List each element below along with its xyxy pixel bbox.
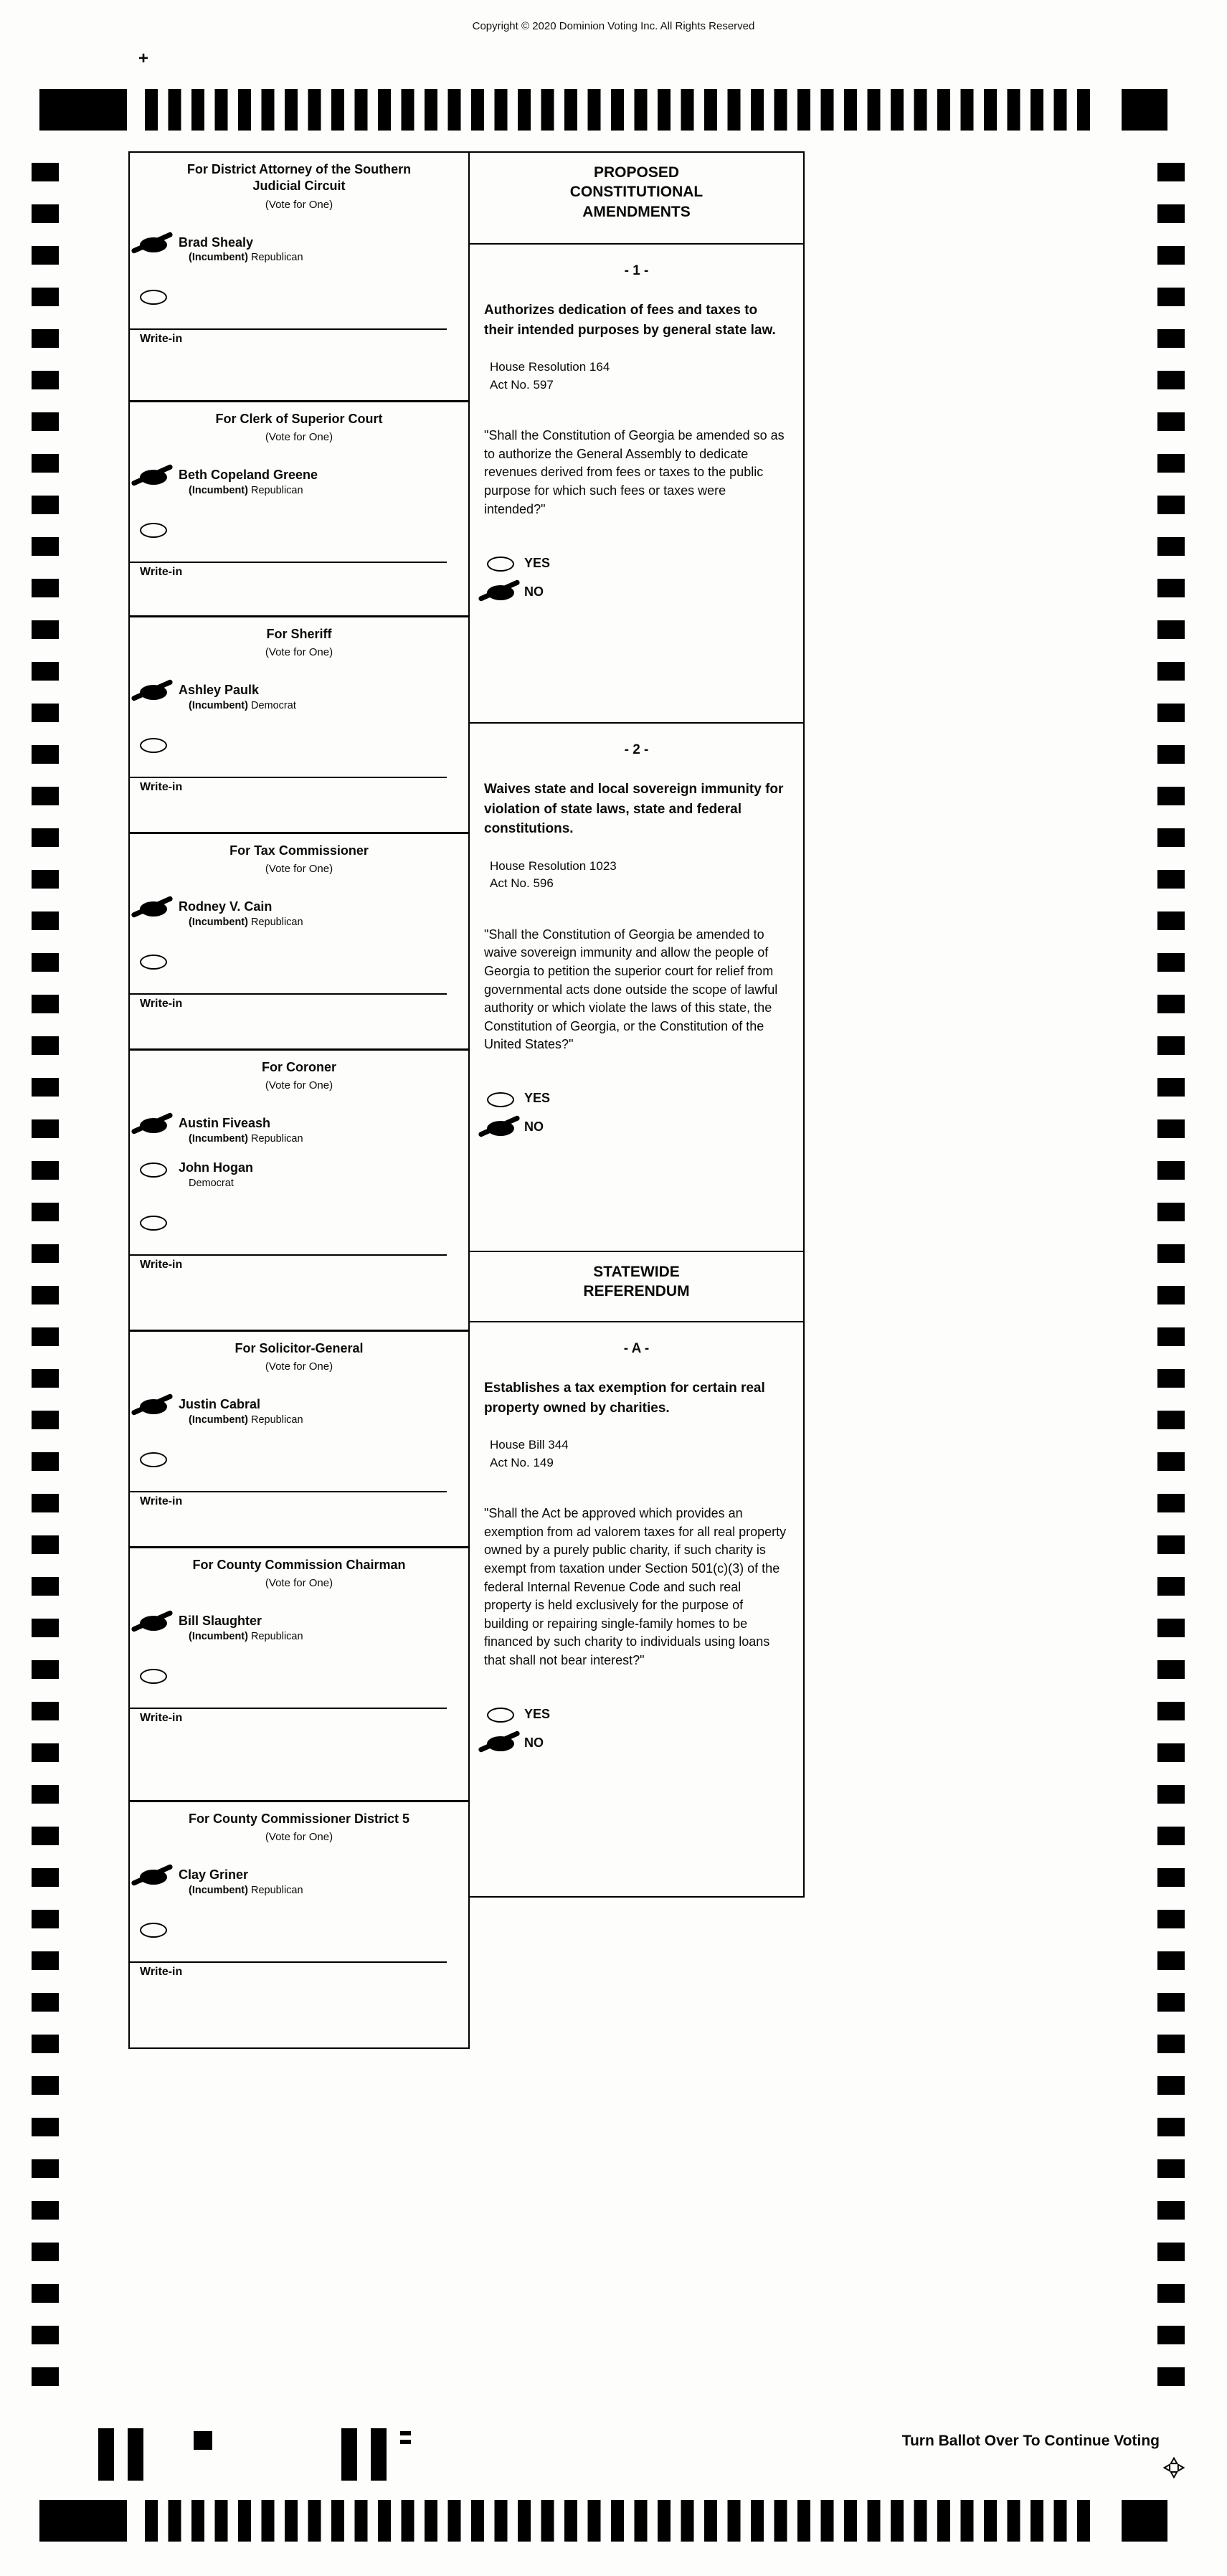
timing-marks-bottom bbox=[39, 2500, 1169, 2542]
referendum-header bbox=[470, 1252, 803, 1322]
vote-for-instruction: (Vote for One) bbox=[265, 1831, 333, 1844]
timing-block-icon bbox=[1122, 89, 1167, 131]
ballot-id-mark bbox=[400, 2440, 411, 2444]
write-in-label: Write-in bbox=[140, 1711, 183, 1724]
write-in-oval-row bbox=[130, 1196, 468, 1247]
contest-clerk-superior-court bbox=[130, 402, 468, 617]
candidate-row bbox=[130, 1388, 468, 1433]
write-in-oval[interactable] bbox=[140, 955, 167, 970]
yes-choice-row bbox=[484, 549, 789, 577]
candidate-info bbox=[179, 1160, 253, 1189]
registration-plus-mark: + bbox=[138, 49, 149, 68]
no-label: NO bbox=[524, 1119, 544, 1135]
measure-amendment-1 bbox=[470, 245, 803, 724]
write-in-area bbox=[130, 328, 468, 353]
candidate-detail bbox=[189, 700, 296, 711]
party-label: Republican bbox=[251, 1884, 303, 1896]
incumbent-label: (Incumbent) bbox=[189, 1630, 248, 1642]
turn-ballot-over-text: Turn Ballot Over To Continue Voting bbox=[901, 2433, 1160, 2449]
incumbent-label: (Incumbent) bbox=[189, 916, 248, 928]
measure-question: "Shall the Act be approved which provides an exemption from ad valorem taxes for all real property owned by a purely public charity, if such charity is exempt from taxation under Section 501(c)(3) of the federal Internal Revenue Code and such real property is held exclusively for the purpose of building or repairing single-family homes to be financed by such charity to individuals using loans that shall not bear interest?" bbox=[484, 1506, 787, 1667]
candidate-row bbox=[130, 891, 468, 935]
yes-oval[interactable] bbox=[487, 557, 514, 572]
vote-for-instruction: (Vote for One) bbox=[265, 863, 333, 876]
write-in-area bbox=[130, 1254, 468, 1279]
candidate-row bbox=[130, 1152, 468, 1196]
write-in-oval-row bbox=[130, 1649, 468, 1700]
ballot-id-mark bbox=[194, 2431, 212, 2450]
write-in-oval-row bbox=[130, 1903, 468, 1954]
timing-block-icon bbox=[1122, 2500, 1167, 2542]
vote-for-instruction: (Vote for One) bbox=[265, 646, 333, 659]
yes-choice-row bbox=[484, 1700, 789, 1728]
incumbent-label: (Incumbent) bbox=[189, 1414, 248, 1426]
measure-summary: Authorizes dedication of fees and taxes to their intended purposes by general state law. bbox=[484, 303, 776, 338]
write-in-area bbox=[130, 1961, 468, 1986]
write-in-label: Write-in bbox=[140, 565, 183, 578]
candidate-name: Rodney V. Cain bbox=[179, 899, 273, 914]
vote-for-instruction: (Vote for One) bbox=[265, 1577, 333, 1590]
citation-line: House Resolution 1023 bbox=[490, 858, 617, 873]
amendments-header-text: PROPOSED CONSTITUTIONAL AMENDMENTS bbox=[569, 164, 703, 220]
contest-tax-commissioner bbox=[130, 834, 468, 1051]
write-in-oval[interactable] bbox=[140, 523, 167, 538]
vote-oval[interactable] bbox=[140, 1870, 167, 1885]
candidate-detail bbox=[189, 252, 303, 263]
vote-oval[interactable] bbox=[140, 901, 167, 917]
measure-citation bbox=[490, 1436, 789, 1472]
contest-title: For Sheriff bbox=[266, 627, 332, 641]
party-label: Republican bbox=[251, 252, 303, 264]
vote-oval[interactable] bbox=[140, 1162, 167, 1178]
incumbent-label: (Incumbent) bbox=[189, 484, 248, 496]
vote-for-instruction: (Vote for One) bbox=[265, 1360, 333, 1373]
yes-choice-row bbox=[484, 1084, 789, 1113]
timing-bars-icon bbox=[145, 2500, 1100, 2542]
party-label: Republican bbox=[251, 484, 303, 496]
write-in-oval[interactable] bbox=[140, 1452, 167, 1467]
candidate-info bbox=[179, 235, 303, 264]
ballot-id-mark bbox=[400, 2431, 411, 2435]
write-in-label: Write-in bbox=[140, 1495, 183, 1507]
write-in-area bbox=[130, 777, 468, 801]
contest-county-commission-chairman bbox=[130, 1548, 468, 1802]
no-oval[interactable] bbox=[487, 1121, 514, 1136]
measure-referendum-a bbox=[470, 1322, 803, 1896]
vote-oval[interactable] bbox=[140, 1399, 167, 1414]
write-in-oval-row bbox=[130, 1433, 468, 1484]
yes-label: YES bbox=[524, 555, 551, 570]
candidate-name: Clay Griner bbox=[179, 1867, 249, 1883]
no-oval[interactable] bbox=[487, 585, 514, 600]
candidate-info bbox=[179, 1867, 303, 1896]
measure-amendment-2 bbox=[470, 724, 803, 1252]
party-label: Democrat bbox=[189, 1177, 234, 1189]
contest-title: For Tax Commissioner bbox=[229, 843, 369, 858]
candidate-detail bbox=[189, 1133, 303, 1145]
no-choice-row bbox=[484, 1728, 789, 1757]
timing-block-icon bbox=[39, 2500, 127, 2542]
write-in-oval[interactable] bbox=[140, 1923, 167, 1938]
vote-oval[interactable] bbox=[140, 685, 167, 700]
write-in-oval[interactable] bbox=[140, 290, 167, 305]
write-in-oval-row bbox=[130, 719, 468, 770]
vote-oval[interactable] bbox=[140, 470, 167, 485]
candidate-info bbox=[179, 899, 303, 928]
contest-coroner bbox=[130, 1051, 468, 1332]
yes-label: YES bbox=[524, 1091, 551, 1106]
contest-title: For Solicitor-General bbox=[234, 1341, 364, 1355]
timing-bars-icon bbox=[145, 89, 1100, 131]
yes-label: YES bbox=[524, 1706, 551, 1721]
candidate-detail bbox=[189, 917, 303, 928]
incumbent-label: (Incumbent) bbox=[189, 252, 248, 264]
timing-marks-top bbox=[39, 89, 1169, 131]
measures-column bbox=[468, 151, 805, 1898]
citation-line: House Resolution 164 bbox=[490, 360, 610, 374]
write-in-oval-row bbox=[130, 935, 468, 986]
write-in-area bbox=[130, 1708, 468, 1732]
citation-line: Act No. 596 bbox=[490, 876, 554, 891]
vote-oval[interactable] bbox=[140, 237, 167, 252]
party-label: Republican bbox=[251, 916, 303, 928]
write-in-area bbox=[130, 993, 468, 1018]
yes-oval[interactable] bbox=[487, 1708, 514, 1723]
contest-title: For County Commission Chairman bbox=[192, 1558, 406, 1572]
ballot-id-mark bbox=[98, 2428, 114, 2481]
incumbent-label: (Incumbent) bbox=[189, 1884, 248, 1896]
candidate-detail bbox=[189, 485, 318, 496]
no-label: NO bbox=[524, 584, 544, 599]
ballot-id-mark bbox=[341, 2428, 357, 2481]
candidate-row bbox=[130, 227, 468, 271]
citation-line: Act No. 149 bbox=[490, 1455, 554, 1469]
candidate-row bbox=[130, 459, 468, 503]
measure-citation bbox=[490, 858, 789, 893]
write-in-oval[interactable] bbox=[140, 738, 167, 753]
yes-oval[interactable] bbox=[487, 1092, 514, 1107]
incumbent-label: (Incumbent) bbox=[189, 699, 248, 711]
no-choice-row bbox=[484, 1113, 789, 1142]
party-label: Republican bbox=[251, 1414, 303, 1426]
measure-summary: Establishes a tax exemption for certain real property owned by charities. bbox=[484, 1381, 765, 1416]
write-in-label: Write-in bbox=[140, 1965, 183, 1978]
candidate-name: Justin Cabral bbox=[179, 1397, 261, 1412]
candidate-detail bbox=[189, 1631, 303, 1642]
write-in-label: Write-in bbox=[140, 997, 183, 1010]
measure-question: "Shall the Constitution of Georgia be amended so as to authorize the General Assembly to dedicate revenues derived from fees or taxes to the public purpose for which such fees or taxes were intended?" bbox=[484, 428, 785, 516]
candidate-row bbox=[130, 1859, 468, 1903]
copyright-text: Copyright © 2020 Dominion Voting Inc. All Rights Reserved bbox=[472, 20, 755, 32]
candidate-row bbox=[130, 674, 468, 719]
measure-summary: Waives state and local sovereign immunity for violation of state laws, state and federal constitutions. bbox=[484, 782, 784, 837]
write-in-label: Write-in bbox=[140, 333, 183, 346]
write-in-label: Write-in bbox=[140, 780, 183, 793]
contest-title: For Clerk of Superior Court bbox=[215, 412, 383, 426]
no-label: NO bbox=[524, 1735, 544, 1750]
party-label: Democrat bbox=[251, 699, 296, 711]
contest-title: For Coroner bbox=[261, 1060, 336, 1074]
vote-for-instruction: (Vote for One) bbox=[265, 198, 333, 211]
write-in-area bbox=[130, 1491, 468, 1515]
measure-question: "Shall the Constitution of Georgia be amended to waive sovereign immunity and allow the people of Georgia to petition the superior court for relief from governmental acts done outside the scope of lawful authority or which violate the laws of this state, the Constitution of Georgia, or the Constitution of the United States?" bbox=[484, 927, 778, 1052]
candidate-name: Bill Slaughter bbox=[179, 1614, 262, 1629]
write-in-oval-row bbox=[130, 270, 468, 321]
party-label: Republican bbox=[251, 1132, 303, 1145]
candidate-detail bbox=[189, 1178, 253, 1189]
timing-marks-left bbox=[32, 163, 59, 2407]
candidate-detail bbox=[189, 1414, 303, 1426]
citation-line: Act No. 597 bbox=[490, 377, 554, 392]
write-in-area bbox=[130, 562, 468, 586]
write-in-oval-row bbox=[130, 503, 468, 554]
candidate-name: Ashley Paulk bbox=[179, 683, 260, 698]
candidate-info bbox=[179, 1397, 303, 1426]
candidate-info bbox=[179, 1116, 303, 1145]
contest-sheriff bbox=[130, 617, 468, 834]
contest-district-attorney bbox=[130, 153, 468, 402]
contest-title: For District Attorney of the Southern Judicial Circuit bbox=[186, 162, 412, 194]
referendum-header-text: STATEWIDE REFERENDUM bbox=[583, 1264, 690, 1300]
timing-block-icon bbox=[39, 89, 127, 131]
measure-number: - 2 - bbox=[624, 742, 649, 757]
candidate-row bbox=[130, 1107, 468, 1152]
vote-for-instruction: (Vote for One) bbox=[265, 431, 333, 444]
no-oval[interactable] bbox=[487, 1736, 514, 1751]
measure-number: - A - bbox=[623, 1341, 650, 1356]
candidate-detail bbox=[189, 1885, 303, 1896]
write-in-oval[interactable] bbox=[140, 1669, 167, 1684]
vote-oval[interactable] bbox=[140, 1118, 167, 1133]
candidate-info bbox=[179, 683, 296, 711]
incumbent-label: (Incumbent) bbox=[189, 1132, 248, 1145]
candidate-row bbox=[130, 1605, 468, 1649]
vote-oval[interactable] bbox=[140, 1616, 167, 1631]
contest-county-commissioner-district-5 bbox=[130, 1802, 468, 2047]
contest-title: For County Commissioner District 5 bbox=[188, 1812, 410, 1826]
party-label: Republican bbox=[251, 1630, 303, 1642]
candidate-name: Austin Fiveash bbox=[179, 1116, 271, 1131]
measure-number: - 1 - bbox=[624, 263, 649, 278]
amendments-header bbox=[470, 153, 803, 245]
ballot-id-mark bbox=[371, 2428, 387, 2481]
no-choice-row bbox=[484, 577, 789, 606]
candidate-name: Beth Copeland Greene bbox=[179, 468, 318, 483]
write-in-label: Write-in bbox=[140, 1258, 183, 1271]
contests-column bbox=[128, 151, 470, 2049]
citation-line: House Bill 344 bbox=[490, 1438, 569, 1452]
candidate-info bbox=[179, 1614, 303, 1642]
candidate-info bbox=[179, 468, 318, 496]
measure-citation bbox=[490, 359, 789, 394]
contest-solicitor-general bbox=[130, 1332, 468, 1548]
timing-marks-right bbox=[1157, 163, 1185, 2407]
candidate-name: John Hogan bbox=[179, 1160, 253, 1175]
registration-cross-icon bbox=[1163, 2457, 1185, 2482]
vote-for-instruction: (Vote for One) bbox=[265, 1079, 333, 1092]
candidate-name: Brad Shealy bbox=[179, 235, 254, 250]
ballot-id-mark bbox=[128, 2428, 143, 2481]
write-in-oval[interactable] bbox=[140, 1216, 167, 1231]
